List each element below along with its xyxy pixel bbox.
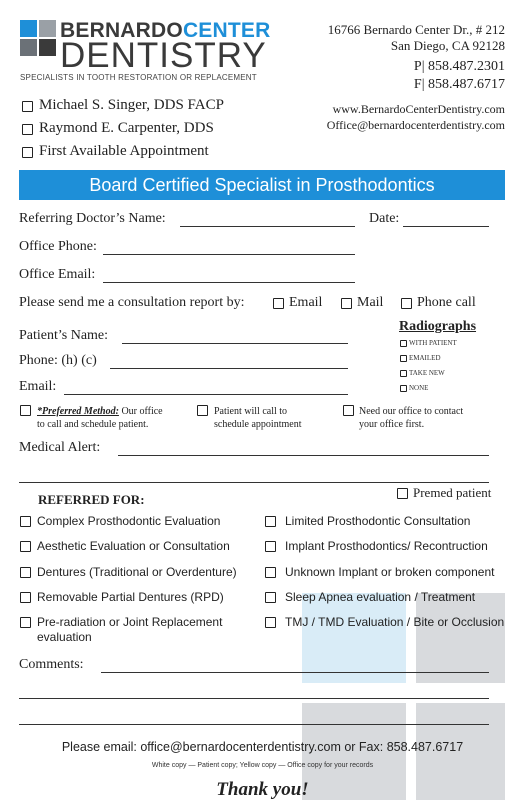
method-office-call-checkbox[interactable] xyxy=(20,405,31,416)
method-patient-call-line1: Patient will call to xyxy=(214,406,288,417)
comments-field-2[interactable] xyxy=(19,698,489,699)
doctor-carpenter: Raymond E. Carpenter, DDS xyxy=(39,120,214,136)
patient-name-field[interactable] xyxy=(122,343,348,344)
specialist-banner: Board Certified Specialist in Prosthodontics xyxy=(19,170,505,200)
website-link[interactable]: www.BernardoCenterDentistry.com xyxy=(332,102,505,116)
fax-number: 858.487.6717 xyxy=(428,77,505,92)
logo-square-gray-3 xyxy=(39,39,56,56)
referral-pre-radiation: Pre-radiation or Joint Replacement xyxy=(37,615,223,629)
referral-left-checkbox-1[interactable] xyxy=(20,516,31,527)
logo-square-gray-1 xyxy=(39,20,56,37)
radiograph-emailed-checkbox[interactable] xyxy=(400,355,407,362)
radiograph-take-new-checkbox[interactable] xyxy=(400,370,407,377)
premed-label: Premed patient xyxy=(413,485,492,500)
comments-field-3[interactable] xyxy=(19,724,489,725)
radiograph-with-patient-checkbox[interactable] xyxy=(400,340,407,347)
referral-dentures: Dentures (Traditional or Overdenture) xyxy=(37,565,237,579)
method-office-call-line2: to call and schedule patient. xyxy=(37,419,149,430)
consult-phone-checkbox[interactable] xyxy=(401,298,412,309)
fax-line xyxy=(414,77,505,93)
logo-bernardo: BERNARDO xyxy=(60,19,183,42)
referral-sleep-apnea: Sleep Apnea evaluation / Treatment xyxy=(285,590,476,604)
comments-label: Comments: xyxy=(19,657,84,672)
patient-email-label: Email: xyxy=(19,379,57,394)
footer-thanks: Thank you! xyxy=(216,779,309,800)
radiograph-with-patient: WITH PATIENT xyxy=(409,339,457,347)
consult-mail-label: Mail xyxy=(357,295,384,310)
office-email-label: Office Email: xyxy=(19,267,96,282)
referring-doctor-field[interactable] xyxy=(180,226,355,227)
referral-right-checkbox-3[interactable] xyxy=(265,567,276,578)
doctor-singer: Michael S. Singer, DDS FACP xyxy=(39,97,224,113)
referral-implant-prosthodontics: Implant Prosthodontics/ Recontruction xyxy=(285,539,488,553)
doctor-checkbox-carpenter[interactable] xyxy=(22,124,33,135)
consult-mail-checkbox[interactable] xyxy=(341,298,352,309)
phone-line xyxy=(414,59,505,75)
referral-unknown-implant: Unknown Implant or broken component xyxy=(285,565,495,579)
address-city: San Diego, CA 92128 xyxy=(390,38,505,53)
consult-report-label: Please send me a consultation report by: xyxy=(19,295,245,310)
referred-for-title: REFERRED FOR: xyxy=(38,492,145,507)
fax-label: F| xyxy=(413,77,425,92)
method-contact-first-checkbox[interactable] xyxy=(343,405,354,416)
medical-alert-label: Medical Alert: xyxy=(19,440,101,455)
phone-number: 858.487.2301 xyxy=(428,59,505,74)
radiograph-none-checkbox[interactable] xyxy=(400,385,407,392)
logo-tagline: SPECIALISTS IN TOOTH RESTORATION OR REPLACEMENT xyxy=(20,73,257,82)
method-patient-call-checkbox[interactable] xyxy=(197,405,208,416)
date-label: Date: xyxy=(369,211,400,226)
referral-right-checkbox-5[interactable] xyxy=(265,617,276,628)
referral-aesthetic-evaluation: Aesthetic Evaluation or Consultation xyxy=(37,539,230,553)
office-phone-field[interactable] xyxy=(103,254,355,255)
referral-left-checkbox-5[interactable] xyxy=(20,617,31,628)
referral-left-checkbox-2[interactable] xyxy=(20,541,31,552)
background-block-blue xyxy=(302,593,406,683)
referral-right-checkbox-2[interactable] xyxy=(265,541,276,552)
method-contact-first-line1: Need our office to contact xyxy=(359,406,464,417)
logo-center: CENTER xyxy=(182,19,271,42)
background-block-gray-1 xyxy=(416,593,505,683)
logo-square-blue xyxy=(20,20,37,37)
referral-limited-consultation: Limited Prosthodontic Consultation xyxy=(285,514,471,528)
referring-doctor-label: Referring Doctor’s Name: xyxy=(19,211,166,226)
phone-label: P| xyxy=(413,59,425,74)
premed-checkbox[interactable] xyxy=(397,488,408,499)
medical-alert-field[interactable] xyxy=(118,455,489,456)
consult-email-checkbox[interactable] xyxy=(273,298,284,309)
office-email-link[interactable]: Office@bernardocenterdentistry.com xyxy=(326,118,505,132)
office-phone-label: Office Phone: xyxy=(19,239,97,254)
patient-phone-label: Phone: (h) (c) xyxy=(19,353,97,368)
patient-email-field[interactable] xyxy=(64,394,348,395)
comments-field-1[interactable] xyxy=(101,672,489,673)
footer-email-line: Please email: office@bernardocenterdentistry.com or Fax: 858.487.6717 xyxy=(61,740,464,754)
referral-rpd: Removable Partial Dentures (RPD) xyxy=(37,590,224,604)
date-field[interactable] xyxy=(403,226,489,227)
method-office-call-rest: Our office xyxy=(118,406,163,417)
patient-phone-field[interactable] xyxy=(110,368,348,369)
footer-copies: White copy — Patient copy; Yellow copy — Office copy for your records xyxy=(151,762,374,769)
patient-name-label: Patient’s Name: xyxy=(19,328,109,343)
logo-dentistry: DENTISTRY xyxy=(60,36,267,75)
referral-left-checkbox-4[interactable] xyxy=(20,592,31,603)
doctor-checkbox-first-available[interactable] xyxy=(22,147,33,158)
consult-email-label: Email xyxy=(289,295,323,310)
logo-square-gray-2 xyxy=(20,39,37,56)
radiograph-emailed: EMAILED xyxy=(409,354,441,362)
radiograph-take-new: TAKE NEW xyxy=(409,369,445,377)
office-email-field[interactable] xyxy=(103,282,355,283)
referral-complex-evaluation: Complex Prosthodontic Evaluation xyxy=(37,514,221,528)
referral-tmj-tmd: TMJ / TMD Evaluation / Bite or Occlusion xyxy=(285,615,505,629)
radiographs-title: Radiographs xyxy=(399,319,477,334)
logo xyxy=(20,20,290,84)
doctor-checkbox-singer[interactable] xyxy=(22,101,33,112)
referral-left-checkbox-3[interactable] xyxy=(20,567,31,578)
consult-phone-label: Phone call xyxy=(417,295,476,310)
referral-right-checkbox-4[interactable] xyxy=(265,592,276,603)
preferred-method-label: *Preferred Method: xyxy=(37,406,119,417)
method-contact-first-line2: your office first. xyxy=(359,419,425,430)
referral-pre-radiation-line2: evaluation xyxy=(37,630,92,644)
method-office-call-line1 xyxy=(37,405,163,418)
medical-alert-field-2[interactable] xyxy=(19,482,489,483)
method-patient-call-line2: schedule appointment xyxy=(214,419,302,430)
radiograph-none: NONE xyxy=(409,384,429,392)
referral-right-checkbox-1[interactable] xyxy=(265,516,276,527)
doctor-first-available: First Available Appointment xyxy=(39,143,209,159)
address-street: 16766 Bernardo Center Dr., # 212 xyxy=(327,22,505,37)
